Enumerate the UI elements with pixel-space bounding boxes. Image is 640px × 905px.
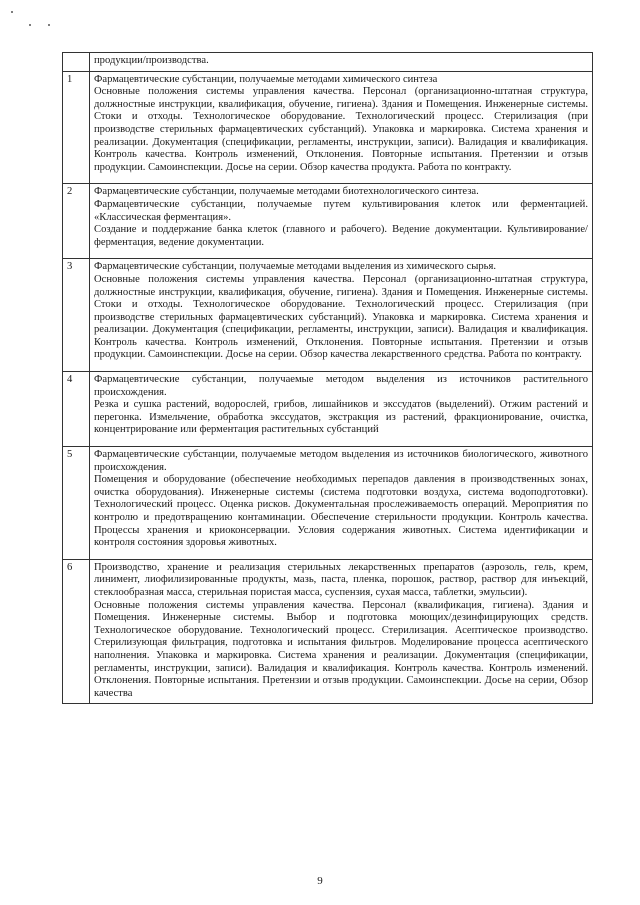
table-row bbox=[63, 372, 593, 447]
row-number: 4 bbox=[63, 372, 90, 447]
row-body: Основные положения системы управления качества. Персонал (организационно-штатная структура, должностные инструкции, квалификация, обучение, гигиена). Здания и Помещения. Инженерные системы. Стоки и отходы. Технологическое оборудование. Технологический процесс. Стерилизация (при производстве стерильных фармацевтических субстанций). Упаковка и маркировка. Система хранения и реализации. Документация (спецификации, регламенты, инструкции, записи). Валидация и квалификация. Контроль качества. Контроль изменений, Отклонения. Повторные испытания. Претензии и отзыв продукции. Самоинспекции. Досье на серии. Обзор качества лекарственного средства. Работа по контракту. bbox=[94, 273, 588, 361]
row-content bbox=[90, 184, 593, 259]
row-body: Резка и сушка растений, водорослей, грибов, лишайников и экссудатов (выделений). Отжим растений и перегонка. Измельчение, обработка экссудатов, экстракция из растений, фракционирование, очистка, концентрирование или ферментация растительных субстанций bbox=[94, 399, 588, 436]
row-body: Основные положения системы управления качества. Персонал (организационно-штатная структура, должностные инструкции, квалификация, обучение, гигиена). Здания и Помещения. Инженерные системы. Стоки и отходы. Технологическое оборудование. Технологический процесс. Стерилизация (при производстве стерильных фармацевтических субстанций). Упаковка и маркировка. Система хранения и реализации. Документация (спецификации, регламенты, инструкции, записи). Валидация и квалификация. Контроль качества. Контроль изменений, Отклонения. Повторные испытания. Претензии и отзыв продукции. Самоинспекции. Досье на серии. Обзор качества продукта. Работа по контракту. bbox=[94, 86, 588, 173]
page-number: 9 bbox=[317, 875, 323, 887]
row-title: Фармацевтические субстанции, получаемые методами химического синтеза bbox=[94, 73, 438, 85]
row-number: 1 bbox=[63, 71, 90, 184]
table-row bbox=[63, 447, 593, 560]
row-title: Фармацевтические субстанции, получаемые методом выделения из источников растительного происхождения. bbox=[94, 374, 588, 398]
table-row-continuation bbox=[63, 53, 593, 72]
row-number: 5 bbox=[63, 447, 90, 560]
row-content bbox=[90, 559, 593, 704]
row-title: Фармацевтические субстанции, получаемые методами биотехнологического синтеза. bbox=[94, 186, 479, 198]
table-row bbox=[63, 259, 593, 372]
table-row bbox=[63, 559, 593, 704]
row-number: 3 bbox=[63, 259, 90, 372]
table-row bbox=[63, 71, 593, 184]
row-content bbox=[90, 259, 593, 372]
row-body: Помещения и оборудование (обеспечение необходимых перепадов давления в производственных зонах, очистка оборудования). Инженерные системы (система подготовки воздуха, система водоподготовки). Технологический процесс. Оценка рисков. Документальная прослеживаемость операций. Мероприятия по контролю и предотвращению контаминации. Обеспечение стерильности продукции. Контроль качества. Процессы хранения и криоконсервации. Условия содержания животных. Система идентификации и контроля состояния здоровья животных. bbox=[94, 474, 588, 549]
row-number: 2 bbox=[63, 184, 90, 259]
row-title: Фармацевтические субстанции, получаемые методами выделения из химического сырья. bbox=[94, 261, 496, 273]
row-content bbox=[90, 71, 593, 184]
number-cell bbox=[63, 53, 90, 72]
topics-table bbox=[62, 52, 593, 704]
row-body-extra: Создание и поддержание банка клеток (главного и рабочего). Ведение документации. Культивирование/ферментация, ведение документации. bbox=[94, 224, 588, 248]
row-number: 6 bbox=[63, 559, 90, 704]
row-title: Фармацевтические субстанции, получаемые методом выделения из источников биологического, животного происхождения. bbox=[94, 449, 588, 473]
row-title: Производство, хранение и реализация стерильных лекарственных препаратов (аэрозоль, гель, крем, линимент, лиофилизированные продукты, мазь, паста, пленка, порошок, раствор, раствор для инъекций, стеклообразная масса, стерильная пористая масса, суспензия, сухая масса, таблетки, эмульсии). bbox=[94, 561, 588, 598]
row-body: Основные положения системы управления качества. Персонал (квалификация, гигиена). Здания и Помещения. Инженерные системы. Выбор и подготовка моющих/дезинфицирующих средств. Технологическое оборудование. Технологический процесс. Стерилизация. Асептическое производство. Стерилизующая фильтрация, подготовка и испытания фильтров. Моделирование процесса асептического наполнения. Упаковка и маркировка. Система хранения и реализации. Документация (спецификации, регламенты, инструкции, записи). Валидация и квалификация. Контроль качества. Контроль изменений. Отклонения. Повторные испытания. Претензии и отзыв продукции. Самоинспекции. Досье на серии, Обзор качества bbox=[94, 599, 588, 699]
row-content bbox=[90, 447, 593, 560]
row-body: Фармацевтические субстанции, получаемые путем культивирования клеток или ферментацией. «Классическая ферментация». bbox=[94, 198, 588, 223]
table-row bbox=[63, 184, 593, 259]
row-content bbox=[90, 372, 593, 447]
continuation-text: продукции/производства. bbox=[90, 53, 593, 72]
